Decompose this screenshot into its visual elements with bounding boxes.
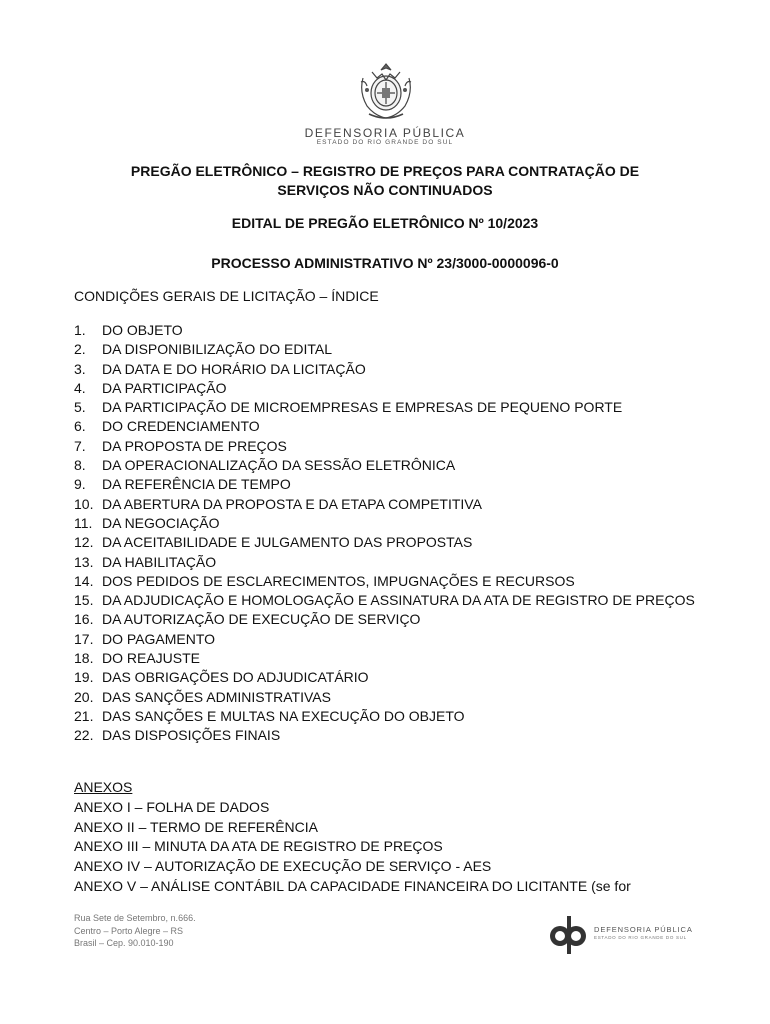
index-item-number: 17. [74,630,94,647]
annex-item: ANEXO II – TERMO DE REFERÊNCIA [74,818,319,835]
index-item [74,668,714,687]
document-title [60,162,710,200]
index-item-text: DO PAGAMENTO [102,630,216,647]
annex-item: ANEXO I – FOLHA DE DADOS [74,798,270,815]
annex-item: ANEXO IV – AUTORIZAÇÃO DE EXECUÇÃO DE SERVIÇO - AES [74,858,492,875]
index-item [74,437,714,456]
index-item-number: 3. [74,360,86,377]
address-line-2: Centro – Porto Alegre – RS [74,925,184,936]
index-item-text: DA PROPOSTA DE PREÇOS [102,437,287,454]
index-item [74,649,714,668]
index-item-number: 6. [74,418,86,435]
index-item [74,591,714,610]
index-item-text: DO REAJUSTE [102,650,201,667]
index-item-text: DA DISPONIBILIZAÇÃO DO EDITAL [102,341,333,358]
index-item-text: DA DATA E DO HORÁRIO DA LICITAÇÃO [102,360,366,377]
index-item-number: 7. [74,437,86,454]
index-item [74,707,714,726]
index-item-text: DAS SANÇÕES ADMINISTRATIVAS [102,688,331,705]
index-item-text: DOS PEDIDOS DE ESCLARECIMENTOS, IMPUGNAÇÕES E RECURSOS [102,572,575,589]
footer-org-name: DEFENSORIA PÚBLICA [594,925,693,934]
index-item-text: DA OPERACIONALIZAÇÃO DA SESSÃO ELETRÔNICA [102,457,456,474]
index-heading: CONDIÇÕES GERAIS DE LICITAÇÃO – ÍNDICE [74,288,379,304]
index-item-number: 9. [74,476,86,493]
index-item-text: DO CREDENCIAMENTO [102,418,260,435]
index-item [74,495,714,514]
index-item-number: 19. [74,669,94,686]
defensoria-logo-icon [548,914,588,956]
index-item-number: 1. [74,322,86,338]
index-item [74,475,714,494]
footer-address [74,912,196,950]
index-item [74,572,714,591]
annexes-heading: ANEXOS [74,779,133,795]
index-item [74,340,714,359]
index-item-text: DA AUTORIZAÇÃO DE EXECUÇÃO DE SERVIÇO [102,611,421,628]
index-item-number: 5. [74,399,86,416]
index-item [74,321,714,340]
index-item [74,360,714,379]
annexes-section [74,778,714,897]
index-item-text: DA REFERÊNCIA DE TEMPO [102,476,291,493]
index-item-number: 11. [74,514,93,531]
index-item-text: DAS OBRIGAÇÕES DO ADJUDICATÁRIO [102,669,369,686]
index-item [74,610,714,629]
index-item-number: 18. [74,650,94,667]
index-item-number: 20. [74,688,94,705]
edital-number: EDITAL DE PREGÃO ELETRÔNICO Nº 10/2023 [231,215,539,231]
index-item-number: 4. [74,379,86,396]
index-item-text: DO OBJETO [102,322,183,338]
index-item-number: 16. [74,611,94,628]
org-subtitle: ESTADO DO RIO GRANDE DO SUL [316,139,454,146]
index-item [74,726,714,745]
index-item-number: 15. [74,592,94,609]
index-list [74,321,714,746]
index-item-text: DA ACEITABILIDADE E JULGAMENTO DAS PROPOSTAS [102,534,473,551]
title-line-2: SERVIÇOS NÃO CONTINUADOS [277,182,493,198]
index-item-number: 21. [74,707,94,724]
index-item [74,379,714,398]
index-item [74,533,714,552]
processo-number: PROCESSO ADMINISTRATIVO Nº 23/3000-0000096-0 [211,255,559,271]
index-item-text: DA PARTICIPAÇÃO DE MICROEMPRESAS E EMPRESAS DE PEQUENO PORTE [102,399,623,416]
index-item-text: DAS DISPOSIÇÕES FINAIS [102,727,281,744]
annex-item: ANEXO III – MINUTA DA ATA DE REGISTRO DE PREÇOS [74,838,443,855]
footer-org-subtitle: ESTADO DO RIO GRANDE DO SUL [594,935,687,940]
title-line-1: PREGÃO ELETRÔNICO – REGISTRO DE PREÇOS PARA CONTRATAÇÃO DE [130,163,640,179]
address-line-1: Rua Sete de Setembro, n.666. [74,913,196,923]
index-item-text: DAS SANÇÕES E MULTAS NA EXECUÇÃO DO OBJETO [102,707,465,724]
index-item-number: 22. [74,727,94,744]
index-item [74,553,714,572]
index-item-text: DA HABILITAÇÃO [102,553,217,570]
index-item-number: 14. [74,572,94,589]
index-item [74,630,714,649]
index-item-text: DA ADJUDICAÇÃO E HOMOLOGAÇÃO E ASSINATURA DA ATA DE REGISTRO DE PREÇOS [102,592,695,609]
coat-of-arms-emblem [355,60,417,124]
index-item [74,456,714,475]
annex-item: ANEXO V – ANÁLISE CONTÁBIL DA CAPACIDADE FINANCEIRA DO LICITANTE (se for [74,877,631,894]
index-item-number: 10. [74,495,94,512]
index-item-number: 13. [74,553,94,570]
index-item-text: DA PARTICIPAÇÃO [102,379,227,396]
index-item-number: 8. [74,457,86,474]
index-item [74,398,714,417]
org-name: DEFENSORIA PÚBLICA [304,126,466,140]
index-item-number: 12. [74,534,94,551]
index-item-number: 2. [74,341,86,358]
index-item-text: DA NEGOCIAÇÃO [102,514,220,531]
index-item-text: DA ABERTURA DA PROPOSTA E DA ETAPA COMPETITIVA [102,495,482,512]
index-item [74,514,714,533]
index-item [74,688,714,707]
address-line-3: Brasil – Cep. 90.010-190 [74,938,174,948]
index-item [74,417,714,436]
